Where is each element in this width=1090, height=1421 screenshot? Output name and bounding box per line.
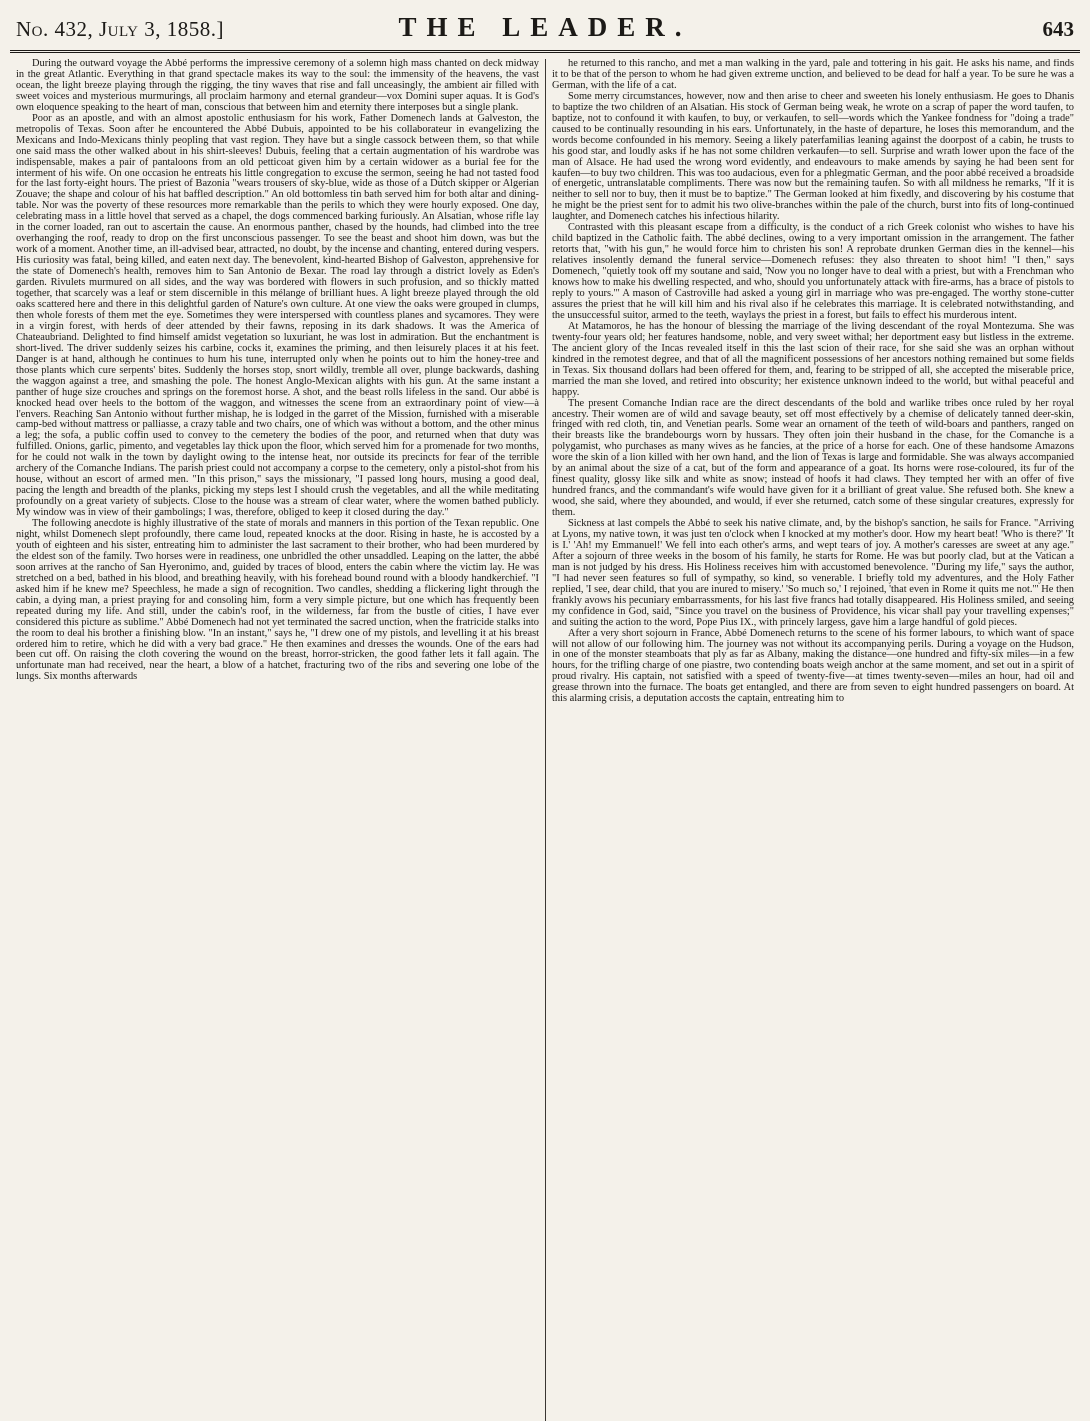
paragraph: Contrasted with this pleasant escape from a difficulty, is the conduct of a rich Greek colonist who wishes to have his child baptized in the Catholic faith. The abbé declines, owing to a very important omission in the arrangement. The father retorts that, "with his gun," he would force him to christen his son! A reprobate drunken German dies in the kennel—his relatives insolently demand the funeral service—Domenech refuses: they also threaten to shoot him! "I then," says Domenech, "quietly took off my soutane and said, 'Now you no longer have to deal with a priest, but with a Frenchman who knows how to make his dwelling respected, and who, should you unfortunately attack with fire-arms, has a brace of pistols to reply to yours.'" A mason of Castroville had asked a young girl in marriage who was pre-engaged. The worthy stone-cutter assures the priest that he will kill him and his rival also if he celebrates this marriage. It is celebrated notwithstanding, and the unsuccessful suitor, armed to the teeth, waylays the priest in a forest, but fails to effect his murderous intent. <box>552 222 1074 321</box>
paragraph: he returned to this rancho, and met a man walking in the yard, pale and tottering in his gait. He asks his name, and finds it to be that of the person to whom he had given extreme unction, and believed to be dead for half a year. To be sure he was a German, with the life of a cat. <box>552 59 1074 91</box>
issue-date: No. 432, July 3, 1858.] <box>16 17 224 41</box>
article-columns <box>10 59 1080 1421</box>
paragraph: The following anecdote is highly illustrative of the state of morals and manners in this portion of the Texan republic. One night, whilst Domenech slept profoundly, there came loud, repeated knocks at the door. Rising in haste, he is accosted by a youth of eighteen and his sister, entreating him to administer the last sacrament to their brother, who had been murdered by the eldest son of the family. Two horses were in readiness, one unbridled the other unsaddled. Leaping on the latter, the abbé soon arrives at the rancho of San Hyeronimo, and, guided by traces of blood, enters the cabin where the victim lay. He was stretched on a bed, bathed in his blood, and breathing heavily, with his forehead bound round with a bloody handkerchief. "I asked him if he knew me? Speechless, he made a sign of recognition. Two candles, shedding a flickering light through the cabin, a dying man, a priest praying for and consoling him, form a very simple picture, but one which has frequently been repeated during my life. And still, under the cabin's roof, in the wilderness, far from the bustle of cities, I have ever considered this picture as sublime." Abbé Domenech had not yet terminated the sacred unction, when the fratricide stalks into the room to deal his brother a finishing blow. "In an instant," says he, "I drew one of my pistols, and levelling it at his breast ordered him to retire, which he did with a very bad grace." He then examines and dresses the wounds. One of the ears had been cut off. On raising the cloth covering the wound on the breast, horror-stricken, the good father lets it fall again. The unfortunate man had received, near the heart, a blow of a hatchet, fracturing two of the ribs and severing one lobe of the lungs. Six months afterwards <box>16 518 539 683</box>
paragraph: At Matamoros, he has the honour of blessing the marriage of the living descendant of the royal Montezuma. She was twenty-four years old; her features handsome, noble, and very sweet withal; her deportment easy but listless in the extreme. The ancient glory of the Incas revealed itself in this the last scion of their race, for she said she was an orphan without kindred in the remotest degree, and that of all the magnificent possessions of her ancestors nothing remained but some fields in Texas. Six thousand dollars had been offered for them, and, fearing to be stripped of all, she accepted the miserable price, married the man she loved, and retired into obscurity; her existence unknown indeed to the world, but withal peaceful and happy. <box>552 320 1074 398</box>
paragraph: After a very short sojourn in France, Abbé Domenech returns to the scene of his former labours, to which want of space will not allow of our following him. The journey was not without its accompanying perils. During a voyage on the Hudson, in one of the monster steamboats that ply as far as Albany, making the distance—one hundred and fifty-six miles—in a few hours, for the trifling charge of one piastre, two contending boats weigh anchor at the same moment, and set out in a spirit of proud rivalry. His captain, not satisfied with a speed of twenty-five—at times twenty-seven—miles an hour, had oil and grease thrown into the furnace. The boats get entangled, and there are from seven to eight hundred passengers on board. At this alarming crisis, a deputation accosts the captain, entreating him to <box>552 627 1074 705</box>
right-column <box>545 59 1080 1421</box>
masthead <box>10 12 1080 53</box>
paragraph: Some merry circumstances, however, now and then arise to cheer and sweeten his lonely enthusiasm. He goes to Dhanis to baptize the two children of an Alsatian. His stock of German being weak, he wrote on a scrap of paper the word taufen, to baptize, not to confound it with kaufen, to buy, or verkaufen, to sell—words which the Yankee fondness for "doing a trade" caused to be continually resounding in his ears. Unfortunately, in the haste of departure, he loses this memorandum, and the words become confounded in his memory. Seeing a likely paterfamilias leaning against the doorpost of a cabin, he trusts to his good star, and loudly asks if he has not some children verkaufen—to sell. Surprise and wrath lower upon the face of the man of Alsace. He had used the wrong word evidently, and endeavours to make amends by saying he had been sent for kaufen—to buy two children. This was too audacious, even for a phlegmatic German, and the poor abbé received a broadside of energetic, untranslatable compliments. There was now but the remaining taufen. So with all mildness he remarks, "If it is neither to sell nor to buy, then it must be to baptize." The German looked at him fixedly, and discovering by his costume that he might be the priest sent for to admit his two olive-branches within the pale of the church, burst into fits of long-continued laughter, and Domenech catches his infectious hilarity. <box>552 90 1074 223</box>
paragraph: Sickness at last compels the Abbé to seek his native climate, and, by the bishop's sanction, he sails for France. "Arriving at Lyons, my native town, it was just ten o'clock when I knocked at my mother's door. How my heart beat! 'Who is there?' 'It is I.' 'Ah! my Emmanuel!' We fell into each other's arms, and wept tears of joy. A mother's caresses are sweet at any age." After a sojourn of three weeks in the bosom of his family, he starts for Rome. He was but poorly clad, but at the Vatican a man is not judged by his dress. His Holiness receives him with accustomed benevolence. "During my life," says the author, "I had never seen features so full of sympathy, so kind, so venerable. I briefly told my adventures, and the Holy Father replied, 'I see, dear child, that you are inured to misery.' 'So much so,' I rejoined, 'that even in Rome it quits me not.'" He then frankly avows his pecuniary embarrassments, for his last five francs had totally disappeared. His Holiness smiled, and seeing my confidence in God, said, "Since you travel on the business of Providence, his vicar shall pay your travelling expenses;" and suiting the action to the word, Pope Pius IX., with princely largess, gave him a large handful of gold pieces. <box>552 518 1074 628</box>
newspaper-title: THE LEADER. <box>398 12 692 42</box>
left-column <box>10 59 545 1421</box>
paragraph: Poor as an apostle, and with an almost apostolic enthusiasm for his work, Father Domenech lands at Galveston, the metropolis of Texas. Soon after he encountered the Abbé Dubuis, appointed to be his collaborateur in evangelizing the Mexicans and Indo-Mexicans thinly peopling that vast region. They have but a single cassock between them, so that while one said mass the other walked about in his shirt-sleeves! Dubuis, feeling that a certain augmentation of his wardrobe was indispensable, makes a pair of pantaloons from an old petticoat given him by a certain widower as a burial fee for the interment of his wife. On one occasion he entreats his little congregation to excuse the sermon, seeing he had not tasted food for the last forty-eight hours. The priest of Bazonia "wears trousers of sky-blue, wide as those of a Dutch skipper or Algerian Zouave; the shape and colour of his hat baffled description." An old bottomless tin bath served him for both altar and dining-table. Nor was the poverty of these resources more remarkable than the perils to which they were hourly exposed. One day, celebrating mass in a little hovel that served as a chapel, the dogs commenced barking furiously. An Alsatian, whose rifle lay in the corner loaded, ran out to ascertain the cause. An enormous panther, chased by the hounds, had climbed into the tree overhanging the roof, ready to drop on the first unconscious passenger. To see the beast and shoot him down, was but the work of a moment. Another time, an ill-advised bear, attracted, no doubt, by the incense and chanting, entered during vespers. His curiosity was fatal, being killed, and eaten next day. The benevolent, kind-hearted Bishop of Galveston, apprehensive for the state of Domenech's health, removes him to San Antonio de Bexar. The road lay through a district lovely as Eden's garden. Rivulets murmured on all sides, and the way was bordered with flowers in such profusion, and so thickly matted together, that scarcely was a leaf or stem discernible in this mélange of brilliant hues. A light breeze played through the old oaks scattered here and there in this delightful garden of Nature's own culture. At one view the oaks were grouped in clumps, then whole forests of them met the eye. Sometimes they were interspersed with countless planes and sycamores. They were in a virgin forest, with herds of deer attended by their fawns, reposing in its dark shadows. It was the America of Chateaubriand. Delighted to find himself amidst vegetation so luxuriant, he was lost in admiration. But the enchantment is short-lived. The driver suddenly seizes his carbine, cocks it, examines the priming, and then leisurely places it at his feet. Danger is at hand, although he continues to hum his tune, interrupted only when he points out to him the honey-tree and those plants which cure serpents' bites. Suddenly the horses stop, snort wildly, tremble all over, plunge backwards, dashing the waggon against a tree, and smashing the pole. The honest Anglo-Mexican alights with his gun. At the same instant a panther of huge size crouches and springs on the foremost horse. A shot, and the beast rolls lifeless in the sand. Our abbé is knocked head over heels to the bottom of the waggon, and witnesses the scene from an extraordinary point of view—à l'envers. Reaching San Antonio without further mishap, he is lodged in the garret of the Mission, furnished with a miserable camp-bed without mattress or palliasse, a crazy table and two chairs, one of which was without a bottom, and the other minus a leg; the sofa, a public coffin used to convey to the cemetery the bodies of the poor, and returned when that duty was fulfilled. Onions, garlic, pimento, and vegetables lay thick upon the floor, which served him for a promenade for two months, for he could not walk in the town by daylight owing to the intense heat, nor outside its precincts for fear of the terrible archery of the Comanche Indians. The parish priest could not accompany a corpse to the cemetery, only a pistol-shot from his house, without an escort of armed men. "In this prison," says the missionary, "I passed long hours, musing a good deal, pacing the length and breadth of the planks, picking my steps lest I should crush the vegetables, and all the while meditating profoundly on a great variety of subjects. Close to the house was a stream of clear water, where the women bathed publicly. My window was in view of their gambolings; I was, therefore, obliged to keep it closed during the day." <box>16 112 539 519</box>
page-number: 643 <box>1042 17 1074 41</box>
paragraph: The present Comanche Indian race are the direct descendants of the bold and warlike tribes once ruled by her royal ancestry. Their women are of wild and savage beauty, set off most effectively by a chemise of delicately tanned deer-skin, fringed with red cloth, tin, and Venetian pearls. Some wear an ornament of the teeth of wild-boars and panthers, ranged on their breasts like the brandebourgs worn by hussars. They often join their husband in the chase, for the Comanche is a polygamist, who purchases as many wives as he fancies, at the price of a horse for each. One of these handsome Amazons wore the skin of a lion killed with her own hand, and the lion of Texas is large and formidable. She was always accompanied by an animal about the size of a cat, but of the form and appearance of a goat. Its horns were rose-coloured, its fur of the finest quality, glossy like silk and white as snow; instead of hoofs it had claws. They tempted her with an offer of five hundred francs, and the commandant's wife would have given for it a brilliant of great value. She refused both. She knew a wood, she said, where they abounded, and would, if ever she returned, catch some of these singular creatures, expressly for them. <box>552 397 1074 519</box>
paragraph: During the outward voyage the Abbé performs the impressive ceremony of a solemn high mass chanted on deck midway in the great Atlantic. Everything in that grand spectacle makes its way to the soul: the immensity of the heavens, the vast ocean, the light breeze playing through the rigging, the tiny waves that rise and fall unceasingly, the ambient air filled with sweet voices and mysterious murmurings, all proclaim harmony and eternal grandeur—vox Domini super aquas. It is God's own eloquence speaking to the heart of man, conscious that between him and eternity there interposes but a single plank. <box>16 59 539 113</box>
